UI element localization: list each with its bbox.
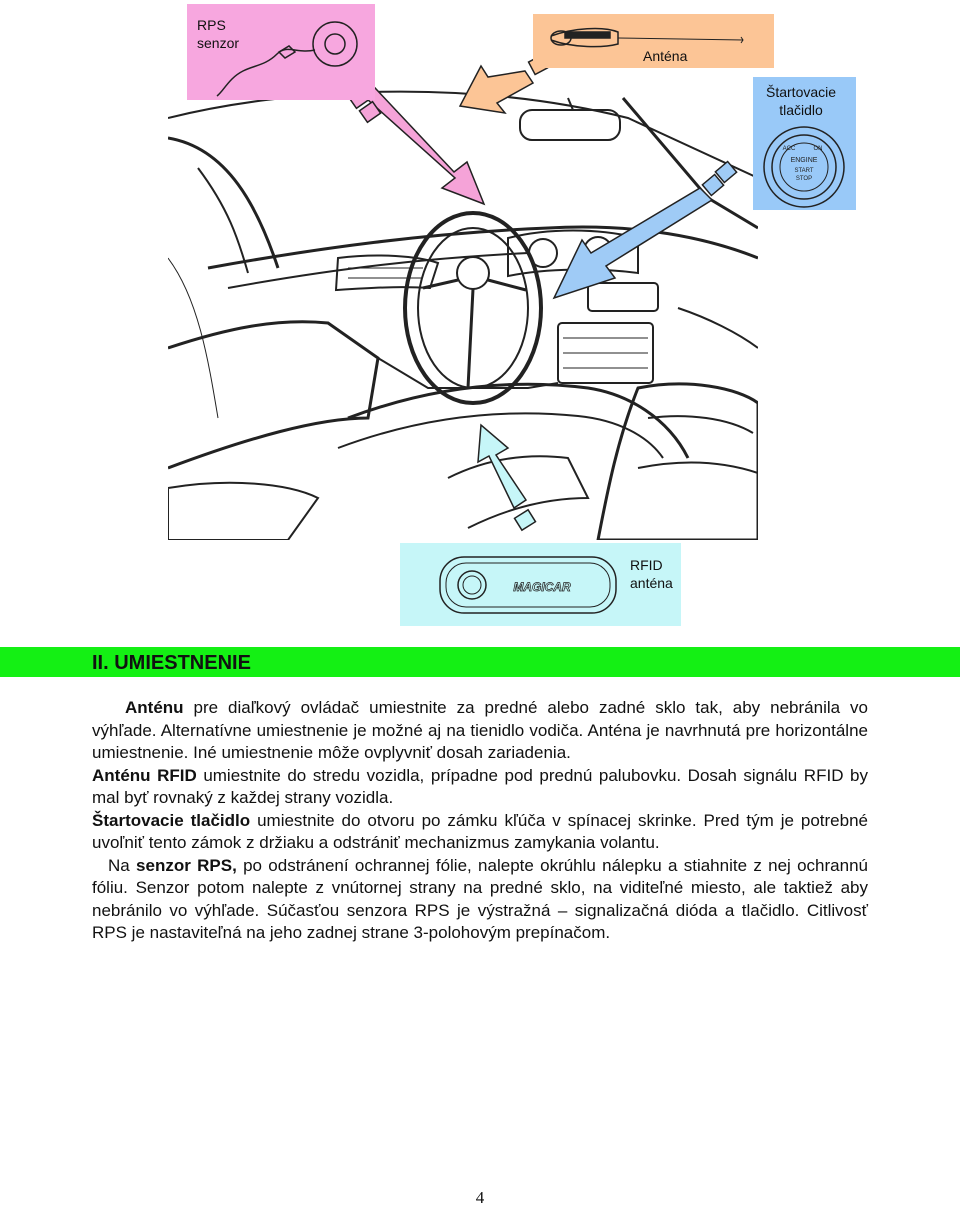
paragraph-rfid-text: umiestnite do stredu vozidla, prípadne pod prednú palubovku. Dosah signálu RFID by mal byť rovnaký z každej strany vozidla. <box>92 765 868 807</box>
rps-sensor-label: RPS senzor <box>197 17 240 51</box>
antenna-label: Anténa <box>643 48 688 64</box>
start-button-callout <box>753 77 856 210</box>
rfid-antenna-callout <box>400 543 681 626</box>
paragraph-rfid-bold: Anténu RFID <box>92 765 197 785</box>
paragraph-antenna-text: pre diaľkový ovládač umiestnite za predné alebo zadné sklo tak, aby nebránila vo výhľade. Alternatívne umiestnenie je možné aj na tienidlo vodiča. Anténa je navrhnutá pre horizontálne umiestnenie. Iné umiestnenie môže ovplyvniť dosah zariadenia. <box>92 698 868 762</box>
paragraph-antenna-bold: Anténu <box>125 698 184 717</box>
rps-sensor-callout <box>187 4 375 100</box>
paragraph-start-button <box>92 810 868 855</box>
button-start-text: START <box>794 168 814 174</box>
section-title: II. UMIESTNENIE <box>92 652 251 674</box>
instructions-text <box>92 697 868 945</box>
paragraph-rps-bold: senzor RPS, <box>136 855 237 875</box>
button-acc-text: ACC <box>782 146 796 152</box>
rfid-antenna-picture <box>438 553 618 617</box>
start-button-label: Štartovacie tlačidlo <box>766 84 837 118</box>
start-button-arrow <box>554 161 737 298</box>
paragraph-rps-text: po odstránení ochrannej fólie, nalepte okrúhlu nálepku a stiahnite z nej ochrannú fóliu. Senzor potom nalepte z vnútornej strany na predné sklo, na viditeľné miesto, ale taktiež aby nebránilo vo výhľade. Súčasťou senzora RPS je výstražná – signalizačná dióda a tlačidlo. Citlivosť RPS je nastaviteľná na jeho zadnej strane 3-polohovým prepínačom. <box>92 855 868 942</box>
button-on-text: ON <box>813 146 823 152</box>
paragraph-start-button-text: umiestnite do otvoru po zámku kľúča v spínacej skrinke. Pred tým je potrebné uvoľniť tento zámok z držiaku a odstrániť mechanizmus zamykania volantu. <box>92 810 868 852</box>
paragraph-antenna <box>92 697 868 765</box>
antenna-callout <box>533 14 774 68</box>
paragraph-rps-lead: Na <box>108 855 137 875</box>
start-button-picture <box>756 125 852 209</box>
rfid-logo-text: MAGICAR <box>513 580 571 594</box>
section-heading-bar <box>0 647 960 677</box>
page-number: 4 <box>475 1188 485 1207</box>
rfid-antenna-label: RFID anténa <box>630 557 673 591</box>
rfid-arrow <box>478 425 535 530</box>
button-stop-text: STOP <box>795 176 813 182</box>
button-engine-text: ENGINE <box>790 157 818 164</box>
paragraph-rps-sensor <box>92 855 868 945</box>
paragraph-rfid <box>92 765 868 810</box>
rps-sensor-picture <box>207 14 367 98</box>
paragraph-start-button-bold: Štartovacie tlačidlo <box>92 810 251 830</box>
